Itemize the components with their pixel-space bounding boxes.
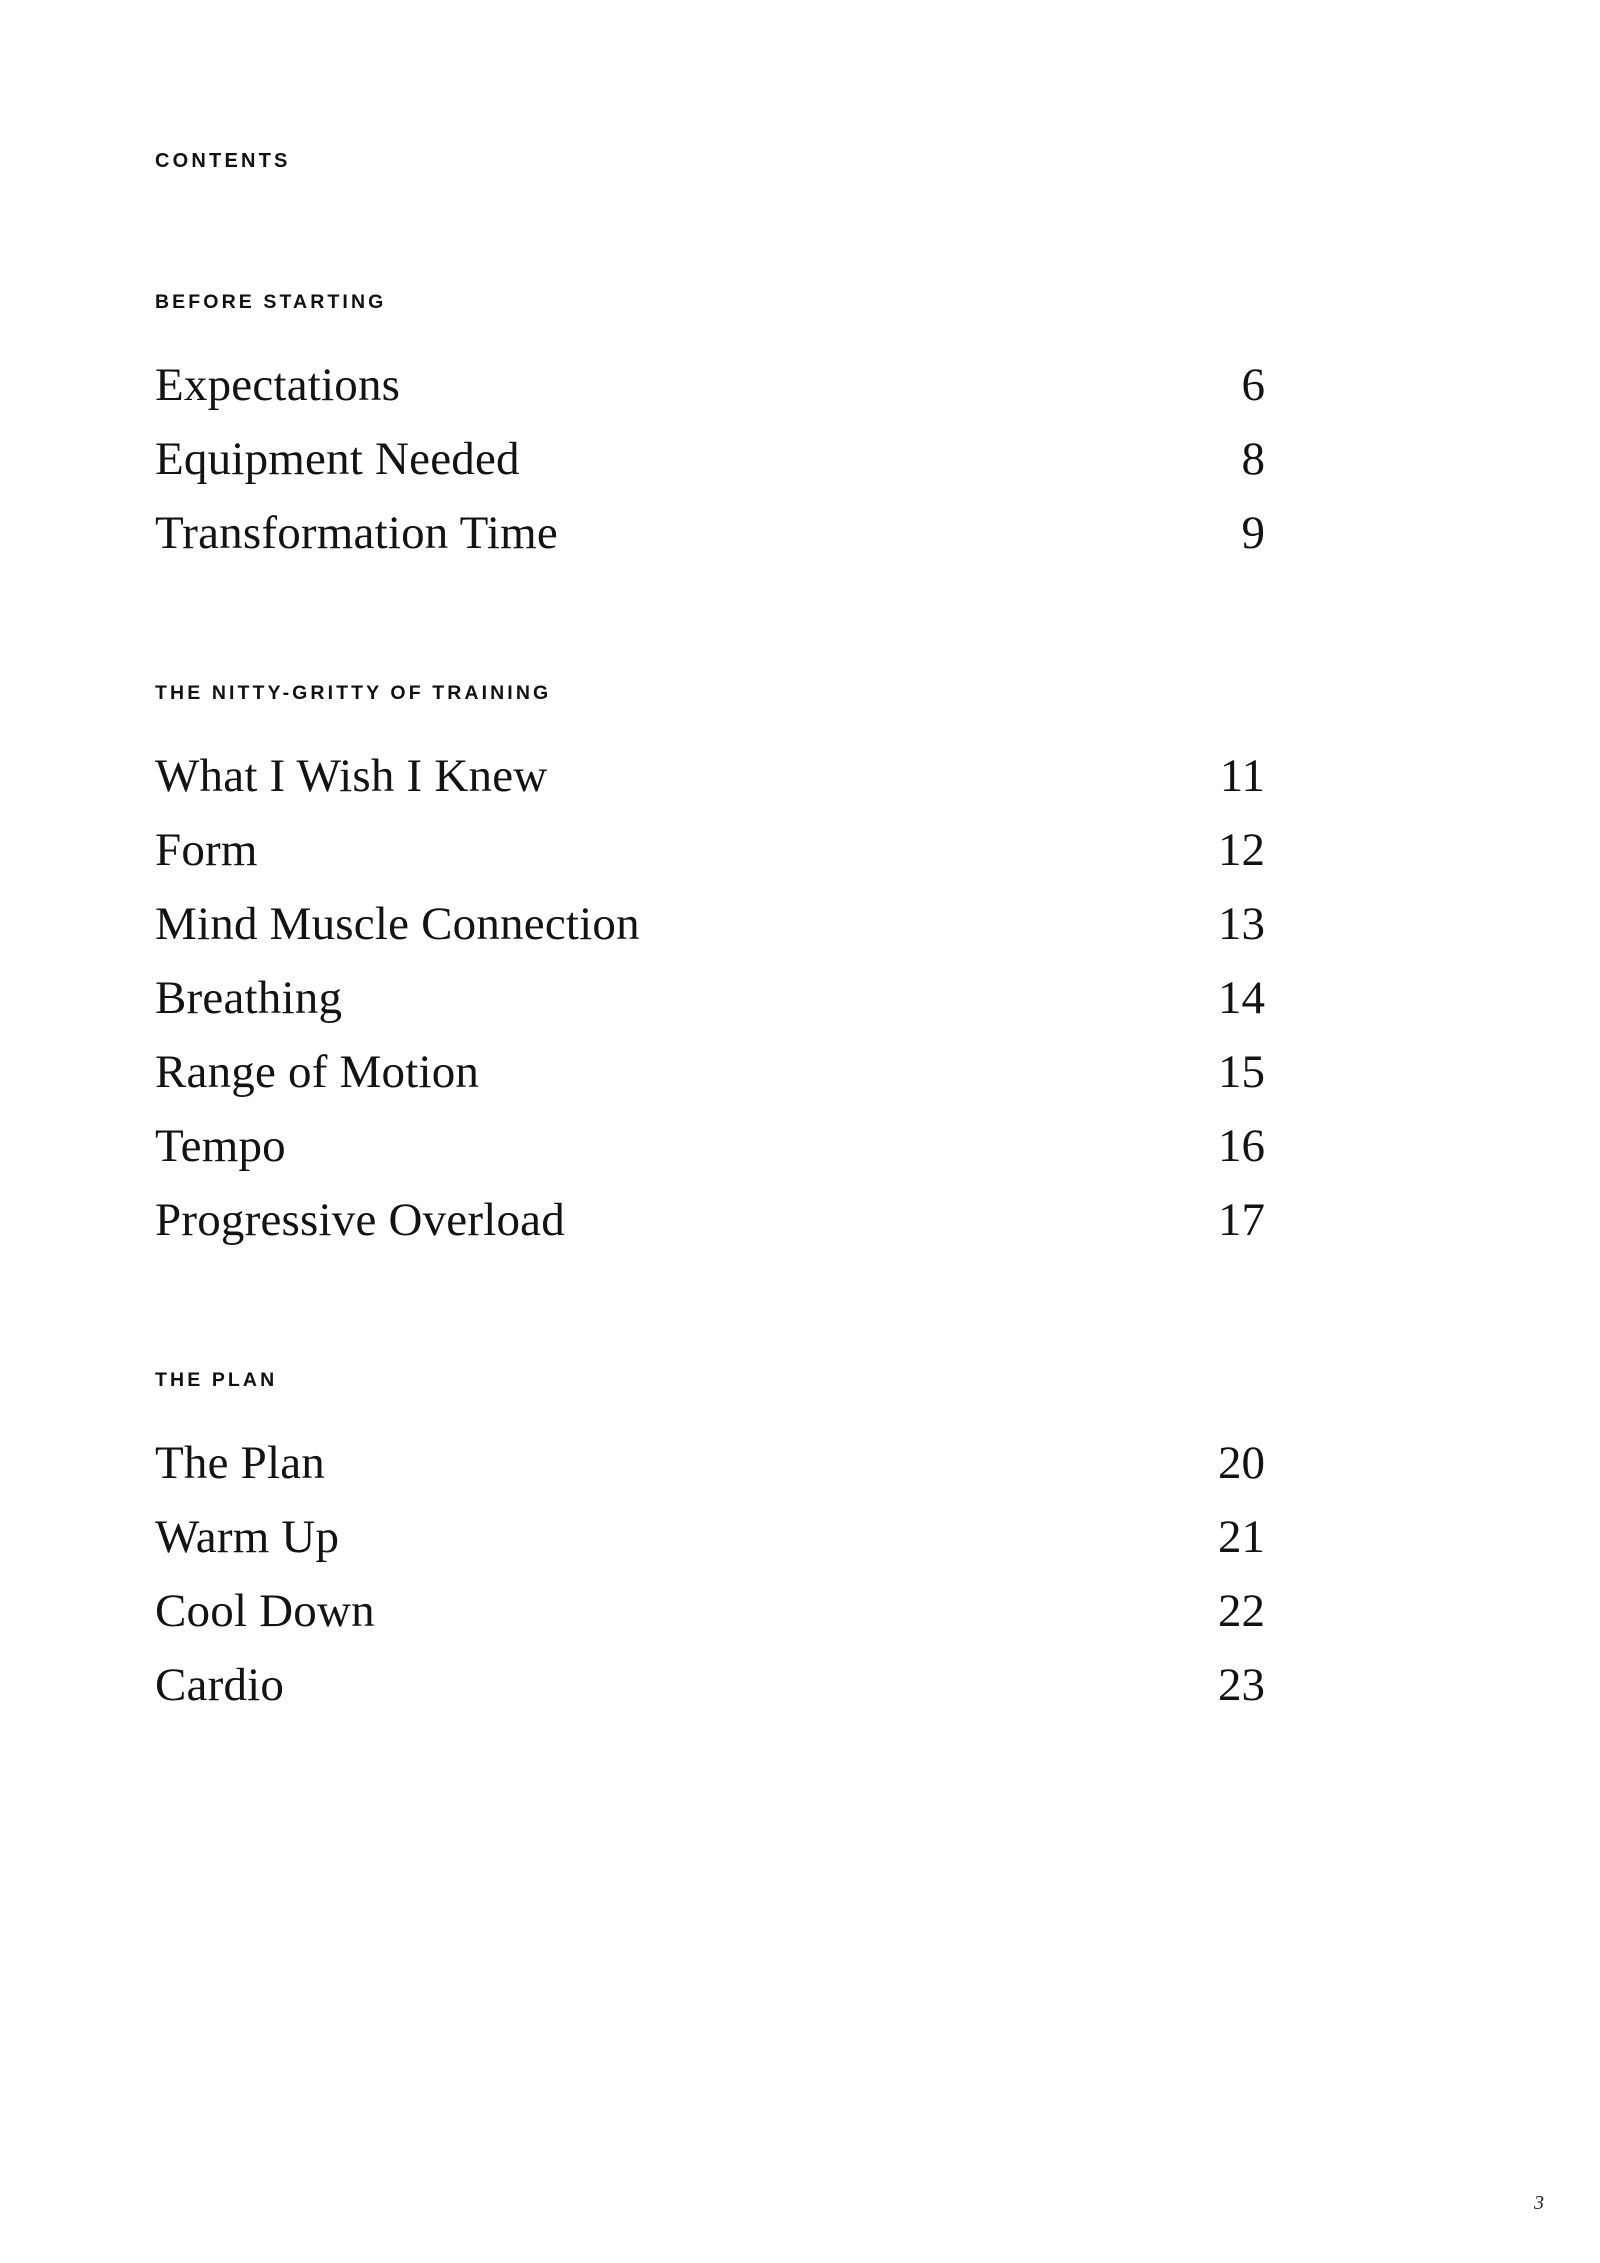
toc-entry-title: Breathing	[155, 972, 343, 1025]
toc-entry-page: 8	[1241, 433, 1265, 486]
toc-entry[interactable]	[155, 819, 1265, 881]
toc-section-heading: THE PLAN	[155, 1369, 278, 1392]
toc-entry-title: Cardio	[155, 1659, 285, 1712]
toc-entry-page: 17	[1218, 1194, 1265, 1247]
toc-section	[155, 682, 1285, 1251]
toc-entry-title: Equipment Needed	[155, 433, 520, 486]
toc-entry[interactable]	[155, 428, 1265, 490]
toc-entry-title: Warm Up	[155, 1511, 340, 1564]
toc-section	[155, 1369, 1285, 1716]
toc-entry-title: Tempo	[155, 1120, 286, 1173]
page-number: 3	[1534, 2192, 1544, 2214]
toc-entry-title: Expectations	[155, 359, 401, 411]
toc-entry-title: Progressive Overload	[155, 1194, 565, 1247]
toc-entry-page: 22	[1218, 1585, 1265, 1638]
toc-entry-list	[155, 1432, 1265, 1716]
toc-entry[interactable]	[155, 354, 1265, 416]
toc-entry-title: Form	[155, 824, 258, 877]
toc-entry-page: 12	[1218, 824, 1265, 877]
page-title: CONTENTS	[155, 150, 291, 172]
toc-entry[interactable]	[155, 1041, 1265, 1103]
toc-entry-title: Range of Motion	[155, 1046, 480, 1099]
toc-entry[interactable]	[155, 502, 1265, 564]
toc-entry[interactable]	[155, 1432, 1265, 1494]
toc-section-heading: BEFORE STARTING	[155, 291, 387, 313]
toc-entry-page: 13	[1218, 898, 1265, 951]
toc-entry[interactable]	[155, 1189, 1265, 1251]
toc-entry-page: 11	[1219, 750, 1265, 803]
toc-entry-page: 20	[1218, 1437, 1265, 1490]
toc-entry-title: Cool Down	[155, 1585, 375, 1638]
toc-entry[interactable]	[155, 893, 1265, 955]
toc-section	[155, 291, 1285, 564]
toc-entry-title: The Plan	[155, 1437, 325, 1490]
toc-entry-page: 21	[1218, 1511, 1265, 1564]
toc-section-heading: THE NITTY-GRITTY OF TRAINING	[155, 682, 552, 705]
toc-entry-title: Transformation Time	[155, 507, 558, 560]
toc-entry-page: 9	[1241, 507, 1265, 560]
toc-entry[interactable]	[155, 1506, 1265, 1568]
toc-entry-page: 15	[1218, 1046, 1265, 1099]
toc-entry-page: 14	[1218, 972, 1265, 1025]
toc-entry[interactable]	[155, 745, 1265, 807]
toc-entry-page: 16	[1218, 1120, 1265, 1173]
toc-entry-list	[155, 745, 1265, 1251]
toc-entry-page: 23	[1218, 1659, 1265, 1712]
toc-entry[interactable]	[155, 1115, 1265, 1177]
toc-entry-title: What I Wish I Knew	[155, 750, 548, 803]
toc-entry-title: Mind Muscle Connection	[155, 898, 640, 951]
contents-container	[155, 150, 1285, 1716]
toc-entry[interactable]	[155, 1654, 1265, 1716]
toc-entry-list	[155, 354, 1265, 564]
toc-entry[interactable]	[155, 967, 1265, 1029]
toc-entry[interactable]	[155, 1580, 1265, 1642]
toc-entry-page: 6	[1241, 359, 1265, 411]
